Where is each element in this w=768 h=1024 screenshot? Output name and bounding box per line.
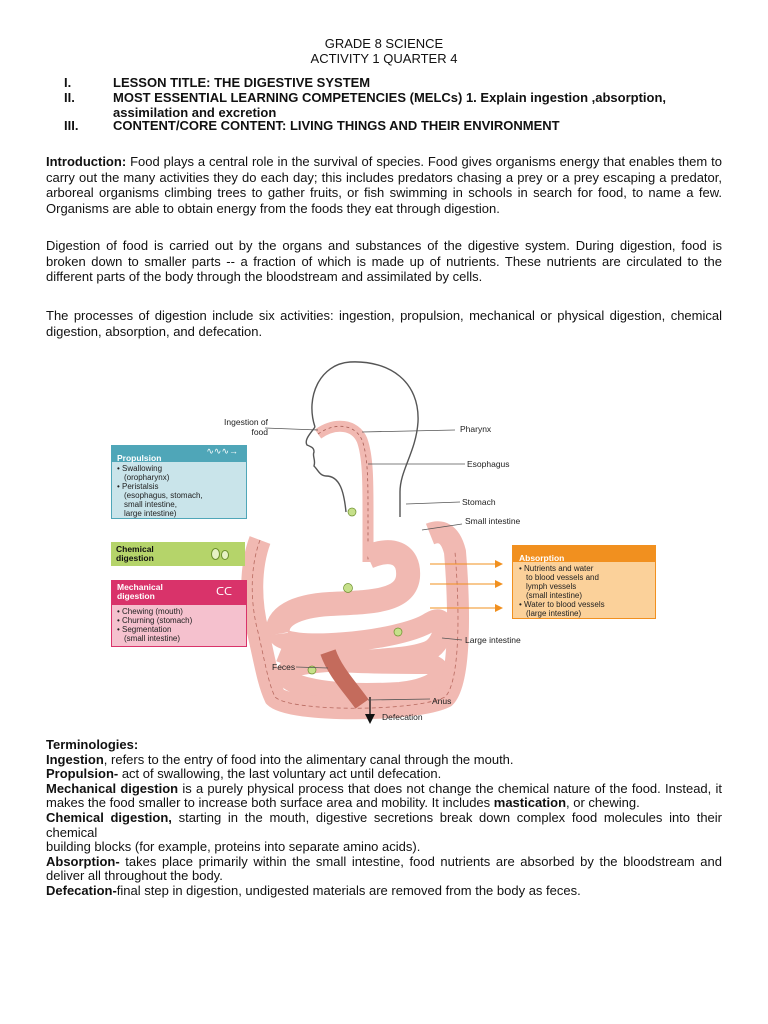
- section-numeral-1: I.: [64, 75, 72, 90]
- droplet-icon: [221, 550, 229, 560]
- mechanical-title-line1: Mechanical: [117, 582, 163, 592]
- propulsion-list: [112, 462, 246, 520]
- chemical-title-line2: digestion: [116, 553, 154, 563]
- mechanical-list: [112, 605, 246, 645]
- droplet-icon: [211, 548, 220, 560]
- absorption-title: Absorption: [519, 553, 565, 563]
- label-stomach: Stomach: [462, 497, 496, 507]
- section-numeral-3: III.: [64, 118, 79, 133]
- absorption-item: (large intestine): [526, 609, 582, 618]
- header-grade: GRADE 8 SCIENCE: [324, 36, 444, 51]
- chemical-droplet: [394, 628, 402, 636]
- term-mastication-label: mastication: [493, 795, 567, 811]
- absorption-item: (small intestine): [526, 591, 583, 600]
- term-ingestion-text: , refers to the entry of food into the alimentary canal through the mouth.: [103, 751, 514, 767]
- chemical-droplet: [348, 508, 356, 516]
- term-defecation: [46, 884, 722, 899]
- section-numeral-2: II.: [64, 90, 75, 105]
- wave-icon: ∿∿∿→: [206, 446, 238, 456]
- term-mechanical-label: Mechanical digestion: [46, 780, 179, 796]
- label-large-intestine: Large intestine: [465, 635, 521, 645]
- label-pharynx: Pharynx: [460, 424, 492, 434]
- mechanical-item: (small intestine): [124, 634, 181, 643]
- mechanical-item: • Churning (stomach): [117, 616, 193, 625]
- term-mastication-text: , or chewing.: [566, 795, 640, 811]
- propulsion-title: Propulsion: [117, 453, 162, 463]
- header-activity: ACTIVITY 1 QUARTER 4: [310, 51, 458, 66]
- propulsion-item: (oropharynx): [124, 473, 170, 482]
- face-outline: [306, 427, 346, 512]
- intro-label: Introduction:: [46, 154, 127, 169]
- term-propulsion: [46, 767, 722, 782]
- absorption-item: lymph vessels: [526, 582, 577, 591]
- label-small-intestine: Small intestine: [465, 516, 521, 526]
- label-defecation: Defecation: [382, 712, 423, 722]
- term-chemical-label: Chemical digestion,: [46, 809, 172, 825]
- term-defecation-label: Defecation-: [46, 882, 117, 898]
- melcs: MOST ESSENTIAL LEARNING COMPETENCIES (MELCs) 1. Explain ingestion ,absorption, assimilation and excretion: [113, 90, 667, 120]
- term-absorption: [46, 855, 722, 884]
- term-defecation-text: final step in digestion, undigested materials are removed from the body as feces.: [116, 882, 581, 898]
- term-mechanical: [46, 782, 722, 811]
- absorption-list: [513, 562, 655, 620]
- lesson-title: LESSON TITLE: THE DIGESTIVE SYSTEM: [113, 75, 371, 90]
- chemical-droplet: [344, 584, 353, 593]
- digestion-paragraph: Digestion of food is carried out by the organs and substances of the digestive system. During digestion, food is broken down to smaller parts -- a fraction of which is made up of nutrients. These nutrients are circulated to the different parts of the body through the bloodstream and assimilated by cells.: [46, 238, 722, 284]
- propulsion-box: [111, 445, 247, 519]
- core-content: CONTENT/CORE CONTENT: LIVING THINGS AND THEIR ENVIRONMENT: [113, 118, 560, 133]
- propulsion-item: • Peristalsis: [117, 482, 159, 491]
- propulsion-header: [112, 446, 246, 462]
- absorption-item: to blood vessels and: [526, 573, 599, 582]
- absorption-item: • Water to blood vessels: [519, 600, 605, 609]
- churn-icon: ᑕᑕ: [215, 586, 232, 598]
- term-propulsion-label: Propulsion-: [46, 766, 119, 782]
- term-chemical-continued: building blocks (for example, proteins into separate amino acids).: [46, 839, 421, 855]
- propulsion-item: large intestine): [124, 509, 177, 518]
- label-anus: Anus: [432, 696, 452, 706]
- intro-paragraph: [46, 154, 722, 216]
- term-chemical: [46, 811, 722, 840]
- terminologies: [46, 738, 722, 899]
- absorption-item: • Nutrients and water: [519, 564, 594, 573]
- term-ingestion-label: Ingestion: [46, 751, 104, 767]
- term-chemical-text: starting in the mouth, digestive secretions break down complex food molecules into their chemical: [46, 809, 723, 840]
- propulsion-item: • Swallowing: [117, 464, 163, 473]
- chemical-title-line1: Chemical: [116, 544, 154, 554]
- mechanical-item: • Segmentation: [117, 625, 172, 634]
- term-propulsion-text: act of swallowing, the last voluntary act until defecation.: [118, 766, 442, 782]
- intro-text: Food plays a central role in the survival of species. Food gives organisms energy that enables them to carry out the many activities they do each day; this includes predators chasing a prey or a prey escaping a predator, arboreal organisms climbing trees to gather fruits, or fish swimming in schools in search for food, to name a few. Organisms are able to obtain energy from the foods they eat through digestion.: [46, 154, 722, 216]
- mechanical-title-line2: digestion: [117, 591, 155, 601]
- label-esophagus: Esophagus: [467, 459, 510, 469]
- chemical-digestion-box: [111, 542, 245, 566]
- stomach: [278, 552, 408, 634]
- term-absorption-label: Absorption-: [46, 853, 120, 869]
- propulsion-item: small intestine,: [124, 500, 177, 509]
- term-absorption-text: takes place primarily within the small intestine, food nutrients are absorbed by the bloodstream and deliver all throughout the body.: [46, 853, 722, 884]
- term-mechanical-text: is a purely physical process that does not change the chemical nature of the food. Instead, it makes the food smaller to increase both surface area and mobility. It includes: [46, 780, 722, 811]
- chemical-title: [116, 545, 154, 563]
- label-ingestion: Ingestion of food: [224, 417, 268, 437]
- processes-paragraph: The processes of digestion include six activities: ingestion, propulsion, mechanical or physical digestion, chemical digestion, absorption, and defecation.: [46, 308, 722, 339]
- term-ingestion: [46, 753, 722, 768]
- absorption-header: [513, 546, 655, 562]
- mechanical-header: [112, 581, 246, 605]
- terminologies-heading: Terminologies:: [46, 737, 139, 752]
- propulsion-item: (esophagus, stomach,: [124, 491, 203, 500]
- mechanical-item: • Chewing (mouth): [117, 607, 183, 616]
- small-intestine: [278, 619, 443, 693]
- absorption-box: [512, 545, 656, 619]
- mechanical-digestion-box: [111, 580, 247, 647]
- digestive-system-diagram: [100, 352, 670, 727]
- label-feces: Feces: [272, 662, 296, 672]
